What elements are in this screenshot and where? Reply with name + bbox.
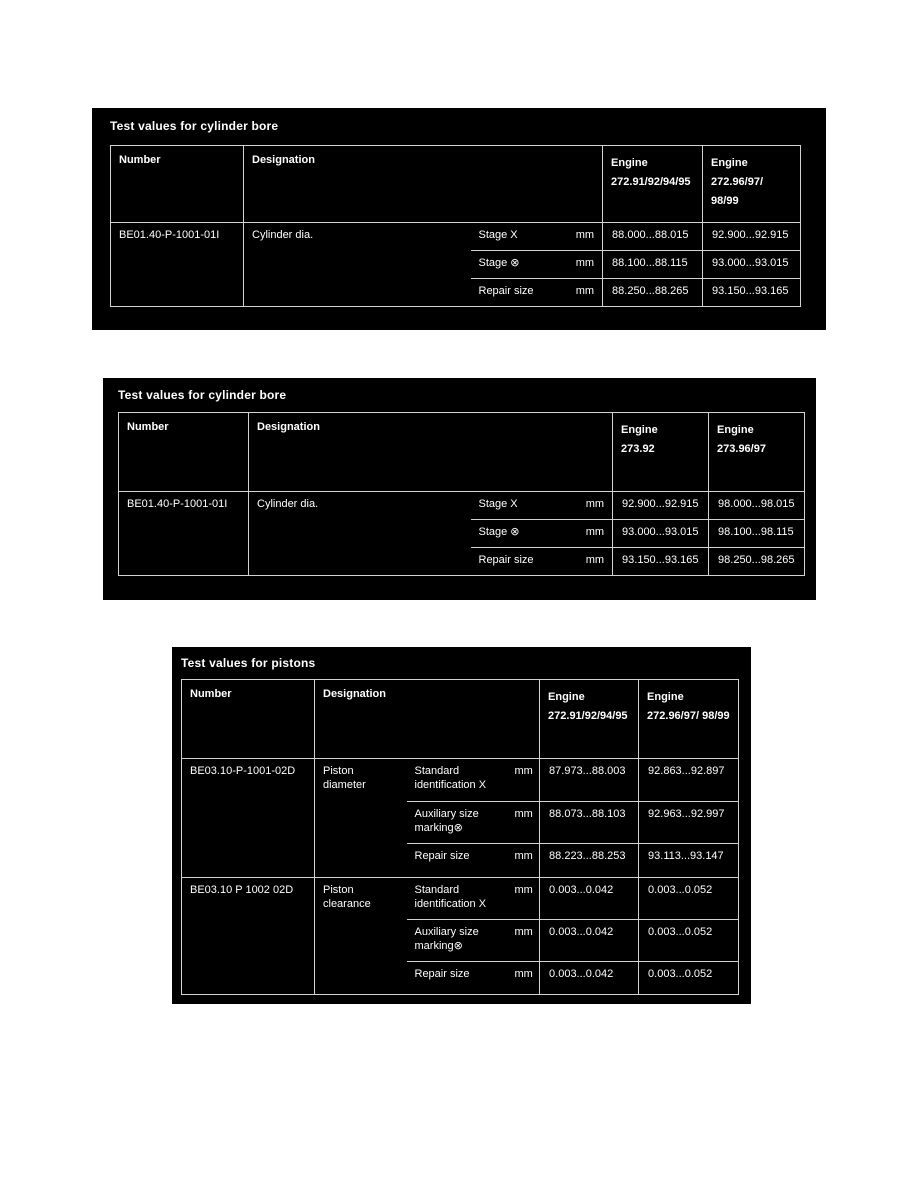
engine1-value-cell: 88.223...88.253	[540, 844, 639, 878]
unit-cell: mm	[507, 759, 540, 802]
stage-cell: Repair size	[471, 279, 564, 307]
engine2-value-cell: 92.963...92.997	[639, 802, 739, 844]
document-number-cell: BE03.10-P-1001-02D	[182, 759, 315, 878]
column-header-number: Number	[111, 146, 244, 223]
engine1-label: Engine	[548, 691, 585, 703]
column-header-number: Number	[119, 413, 249, 492]
engine2-value-cell: 93.150...93.165	[703, 279, 801, 307]
unit-cell: mm	[564, 279, 603, 307]
engine2-value-cell: 0.003...0.052	[639, 878, 739, 920]
unit-cell: mm	[564, 223, 603, 251]
column-header-engine1	[603, 146, 703, 223]
engine2-value-cell: 93.113...93.147	[639, 844, 739, 878]
stage-cell: Repair size	[407, 962, 507, 995]
designation-cell: Piston diameter	[315, 759, 407, 878]
engine1-code: 273.92	[621, 443, 655, 455]
designation-cell: Cylinder dia.	[244, 223, 471, 307]
engine2-code: 272.96/97/ 98/99	[647, 710, 730, 722]
cylinder-bore-273-panel	[103, 378, 816, 600]
stage-cell: Repair size	[471, 548, 566, 576]
engine2-value-cell: 93.000...93.015	[703, 251, 801, 279]
unit-cell: mm	[566, 520, 613, 548]
engine1-value-cell: 93.000...93.015	[613, 520, 709, 548]
unit-cell: mm	[507, 920, 540, 962]
column-header-designation: Designation	[244, 146, 603, 223]
engine2-label: Engine	[711, 157, 748, 169]
column-header-engine1	[540, 680, 639, 759]
engine2-label: Engine	[647, 691, 684, 703]
engine2-value-cell: 98.000...98.015	[709, 492, 805, 520]
unit-cell: mm	[507, 878, 540, 920]
engine1-value-cell: 88.100...88.115	[603, 251, 703, 279]
engine1-value-cell: 88.250...88.265	[603, 279, 703, 307]
engine1-value-cell: 92.900...92.915	[613, 492, 709, 520]
engine1-label: Engine	[611, 157, 648, 169]
engine1-value-cell: 87.973...88.003	[540, 759, 639, 802]
table-title: Test values for pistons	[181, 656, 316, 670]
engine1-value-cell: 0.003...0.042	[540, 878, 639, 920]
column-header-engine2	[639, 680, 739, 759]
unit-cell: mm	[566, 492, 613, 520]
pistons-table	[181, 679, 739, 995]
designation-cell: Piston clearance	[315, 878, 407, 995]
document-number-cell: BE01.40-P-1001-01I	[111, 223, 244, 307]
stage-cell: Stage ⊗	[471, 520, 566, 548]
column-header-engine2	[709, 413, 805, 492]
designation-cell: Cylinder dia.	[249, 492, 471, 576]
engine1-value-cell: 0.003...0.042	[540, 962, 639, 995]
engine1-code: 272.91/92/94/95	[611, 176, 691, 188]
unit-cell: mm	[566, 548, 613, 576]
stage-cell: Auxiliary size marking⊗	[407, 920, 507, 962]
engine1-value-cell: 93.150...93.165	[613, 548, 709, 576]
engine2-value-cell: 92.900...92.915	[703, 223, 801, 251]
column-header-number: Number	[182, 680, 315, 759]
engine2-code: 272.96/97/ 98/99	[711, 176, 764, 207]
stage-cell: Standard identification X	[407, 878, 507, 920]
engine1-code: 272.91/92/94/95	[548, 710, 628, 722]
cylinder-bore-272-panel	[92, 108, 826, 330]
stage-cell: Stage X	[471, 492, 566, 520]
engine2-label: Engine	[717, 424, 754, 436]
engine1-value-cell: 88.073...88.103	[540, 802, 639, 844]
cylinder-bore-272-table	[110, 145, 801, 307]
document-number-cell: BE03.10 P 1002 02D	[182, 878, 315, 995]
column-header-designation: Designation	[249, 413, 613, 492]
unit-cell: mm	[507, 962, 540, 995]
engine2-value-cell: 0.003...0.052	[639, 920, 739, 962]
engine2-code: 273.96/97	[717, 443, 766, 455]
engine2-value-cell: 0.003...0.052	[639, 962, 739, 995]
stage-cell: Auxiliary size marking⊗	[407, 802, 507, 844]
engine1-value-cell: 88.000...88.015	[603, 223, 703, 251]
unit-cell: mm	[507, 844, 540, 878]
engine2-value-cell: 92.863...92.897	[639, 759, 739, 802]
engine1-label: Engine	[621, 424, 658, 436]
engine2-value-cell: 98.100...98.115	[709, 520, 805, 548]
column-header-engine2	[703, 146, 801, 223]
stage-cell: Repair size	[407, 844, 507, 878]
table-title: Test values for cylinder bore	[118, 388, 287, 402]
pistons-panel	[172, 647, 751, 1004]
stage-cell: Stage X	[471, 223, 564, 251]
engine1-value-cell: 0.003...0.042	[540, 920, 639, 962]
cylinder-bore-273-table	[118, 412, 805, 576]
column-header-engine1	[613, 413, 709, 492]
engine2-value-cell: 98.250...98.265	[709, 548, 805, 576]
unit-cell: mm	[564, 251, 603, 279]
table-title: Test values for cylinder bore	[110, 119, 279, 133]
document-number-cell: BE01.40-P-1001-01I	[119, 492, 249, 576]
stage-cell: Stage ⊗	[471, 251, 564, 279]
unit-cell: mm	[507, 802, 540, 844]
column-header-designation: Designation	[315, 680, 540, 759]
stage-cell: Standard identification X	[407, 759, 507, 802]
